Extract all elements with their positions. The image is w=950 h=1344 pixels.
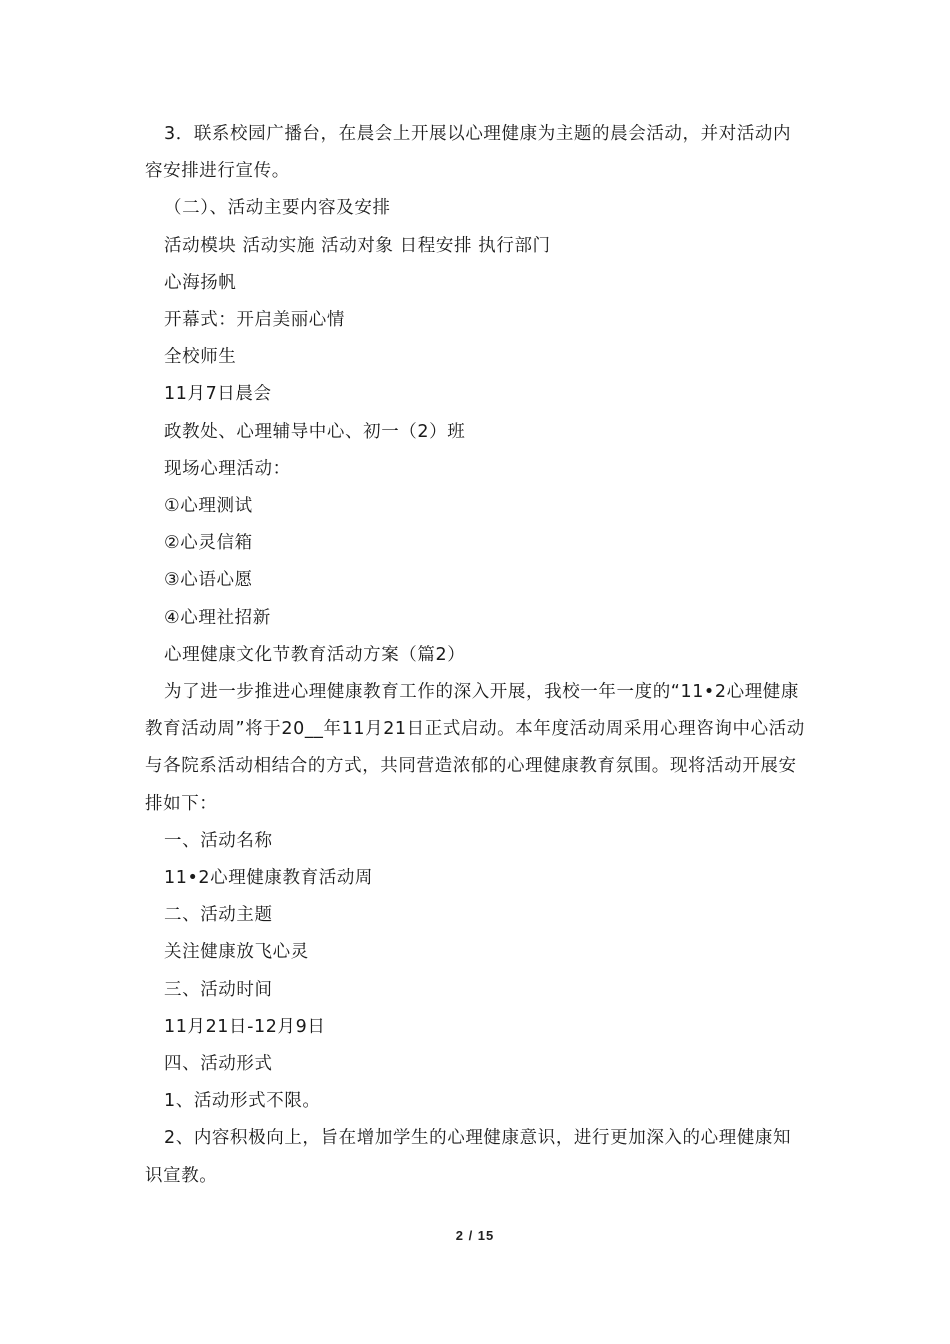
paragraph: 11月7日晨会 — [164, 384, 272, 405]
paragraph: 心海扬帆 — [164, 272, 237, 293]
paragraph: 1、活动形式不限。 — [164, 1091, 321, 1112]
section-heading: 三、活动时间 — [164, 979, 273, 1000]
section-heading: 一、活动名称 — [164, 830, 273, 851]
section-heading: （二）、活动主要内容及安排 — [164, 198, 391, 219]
paragraph: 为了进一步推进心理健康教育工作的深入开展，我校一年一度的“11•2心理健康教育活动周”将于20__年11月21日正式启动。本年度活动周采用心理咨询中心活动与各院系活动相结合的方式，共同营造浓郁的心理健康教育氛围。现将活动开展安排如下： — [145, 682, 805, 814]
section-title: 心理健康文化节教育活动方案（篇2） — [164, 644, 466, 665]
list-item: ②心灵信箱 — [164, 533, 253, 554]
paragraph: 全校师生 — [164, 347, 237, 368]
paragraph: 政教处、心理辅导中心、初一（2）班 — [164, 421, 466, 442]
page-number: 2 / 15 — [455, 1228, 495, 1243]
table-header-line: 活动模块 活动实施 活动对象 日程安排 执行部门 — [164, 235, 551, 256]
paragraph: 开幕式：开启美丽心情 — [164, 310, 345, 331]
list-item: ④心理社招新 — [164, 607, 271, 628]
paragraph: 11月21日-12月9日 — [164, 1016, 326, 1037]
paragraph: 2、内容积极向上，旨在增加学生的心理健康意识，进行更加深入的心理健康知识宣教。 — [145, 1128, 792, 1186]
section-heading: 二、活动主题 — [164, 905, 273, 926]
paragraph: 3．联系校园广播台，在晨会上开展以心理健康为主题的晨会活动，并对活动内容安排进行宣传。 — [145, 124, 792, 182]
list-item: ①心理测试 — [164, 496, 253, 517]
document-body — [145, 116, 809, 1195]
paragraph: 现场心理活动： — [164, 458, 291, 479]
section-heading: 四、活动形式 — [164, 1054, 273, 1075]
list-item: ③心语心愿 — [164, 570, 253, 591]
paragraph: 11•2心理健康教育活动周 — [164, 868, 374, 889]
paragraph: 关注健康放飞心灵 — [164, 942, 309, 963]
